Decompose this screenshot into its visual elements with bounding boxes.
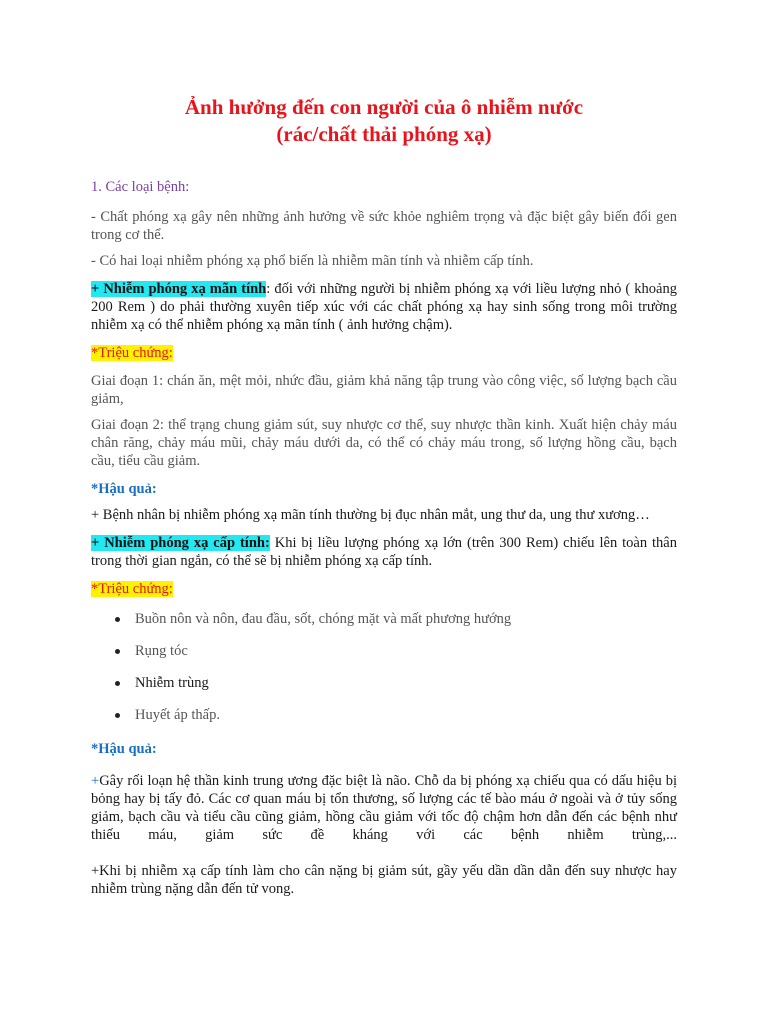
acute-label: + Nhiễm phóng xạ cấp tính: xyxy=(91,535,270,551)
document-page xyxy=(91,94,677,897)
paragraph-acute-consequence-2: +Khi bị nhiễm xạ cấp tính làm cho cân nặng bị giảm sút, gầy yếu dần dần dẫn đến suy nhược hay nhiễm trùng nặng dẫn đến tử vong. xyxy=(91,863,677,897)
consequence-heading-2: *Hậu quả: xyxy=(91,741,157,757)
list-item: Huyết áp thấp. xyxy=(91,706,677,724)
paragraph-acute xyxy=(91,534,677,570)
symptoms-label-2: *Triệu chứng: xyxy=(91,581,173,597)
paragraph-acute-consequence-1 xyxy=(91,772,677,844)
acute-text: Khi bị liều lượng phóng xạ lớn (trên 300 Rem) chiếu lên toàn thân trong thời gian ngắn, có thể sẽ bị nhiễm phóng xạ cấp tính. xyxy=(91,535,677,569)
paragraph-chronic xyxy=(91,280,677,334)
title-line-2: (rác/chất thải phóng xạ) xyxy=(276,122,492,146)
paragraph-stage-2: Giai đoạn 2: thể trạng chung giảm sút, suy nhược cơ thể, suy nhược thần kinh. Xuất hiện chảy máu chân răng, chảy máu mũi, chảy máu dưới da, có thể có chảy máu trong, số lượng hồng cầu, bạch cầu, tiểu cầu giảm. xyxy=(91,417,677,469)
consequence-heading: *Hậu quả: xyxy=(91,481,157,497)
symptoms-heading xyxy=(91,344,677,362)
acute-symptom-list xyxy=(91,610,677,738)
chronic-label: + Nhiễm phóng xạ mãn tính xyxy=(91,281,267,297)
paragraph-types: - Có hai loại nhiễm phóng xạ phổ biến là nhiễm mãn tính và nhiễm cấp tính. xyxy=(91,253,534,269)
paragraph-stage-1: Giai đoạn 1: chán ăn, mệt mỏi, nhức đầu, giảm khả năng tập trung vào công việc, số lượng bạch cầu giảm, xyxy=(91,373,677,407)
chronic-text: : đối với những người bị nhiễm phóng xạ với liều lượng nhỏ ( khoảng 200 Rem ) do phải thường xuyên tiếp xúc với các chất phóng xạ hay sinh sống trong môi trường nhiễm xạ có thể nhiễm phóng xạ mãn tính ( ảnh hưởng chậm). xyxy=(91,281,677,333)
bullet-icon xyxy=(115,617,120,622)
paragraph-intro: - Chất phóng xạ gây nên những ảnh hưởng về sức khỏe nghiêm trọng và đặc biệt gây biến đổi gen trong cơ thể. xyxy=(91,209,677,243)
bullet-icon xyxy=(115,649,120,654)
list-item: Nhiễm trùng xyxy=(91,674,677,692)
plus-marker: + xyxy=(91,773,100,789)
symptoms-label: *Triệu chứng: xyxy=(91,345,173,361)
title-line-1: Ảnh hưởng đến con người của ô nhiễm nước xyxy=(184,95,584,119)
list-item: Rụng tóc xyxy=(91,642,677,660)
list-item: Buồn nôn và nôn, đau đầu, sốt, chóng mặt và mất phương hướng xyxy=(91,610,677,628)
acute-consequence-1-text: Gây rối loạn hệ thần kinh trung ương đặc biệt là não. Chỗ da bị phóng xạ chiếu qua có dấu hiệu bị bỏng hay bị tấy đỏ. Các cơ quan máu bị tổn thương, số lượng các tế bào máu ở ngoài và ở tủy sống giảm, bạch cầu và tiểu cầu cũng giảm, hồng cầu giảm với tốc độ chậm hơn dẫn đến các bệnh như thiếu máu, giảm sức đề kháng với các bệnh nhiễm trùng,... xyxy=(91,773,677,843)
page-title xyxy=(91,94,677,148)
bullet-icon xyxy=(115,681,120,686)
symptoms-heading-2 xyxy=(91,580,677,598)
paragraph-chronic-consequence: + Bệnh nhân bị nhiễm phóng xạ mãn tính thường bị đục nhân mắt, ung thư da, ung thư xương… xyxy=(91,507,650,523)
section-heading: 1. Các loại bệnh: xyxy=(91,179,190,195)
bullet-icon xyxy=(115,713,120,718)
